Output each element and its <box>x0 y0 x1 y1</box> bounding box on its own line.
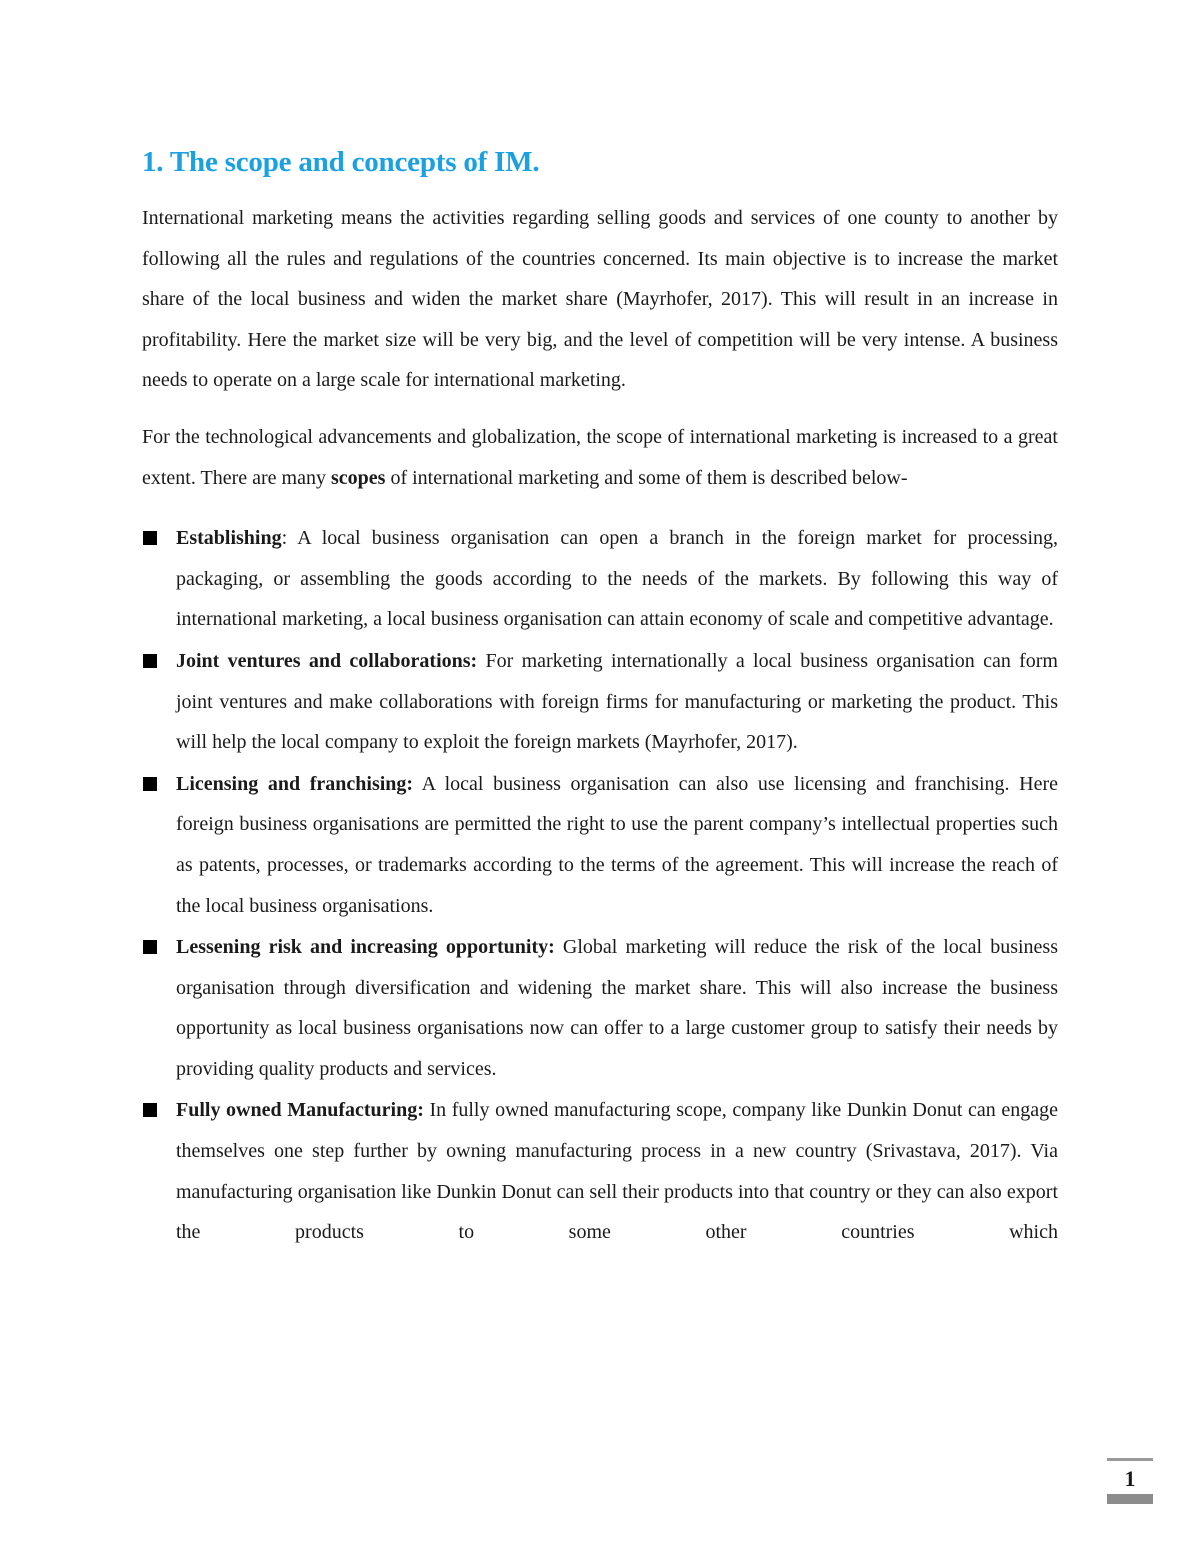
list-item-text: For marketing internationally a local business organisation can form joint ventures and make collaborations with foreign firms for manufacturing or marketing the product. This will help the local company to exploit the foreign markets (Mayrhofer, 2017). <box>176 649 1058 754</box>
square-bullet-icon <box>143 1103 157 1117</box>
section-heading: 1. The scope and concepts of IM. <box>142 146 540 178</box>
paragraph-scopes-intro <box>142 417 1058 498</box>
list-item-term: Licensing and franchising: <box>176 772 414 795</box>
list-item <box>142 518 1058 640</box>
list-item <box>142 764 1058 926</box>
square-bullet-icon <box>143 940 157 954</box>
page-number-rule <box>1107 1458 1153 1461</box>
page-content <box>142 140 1058 1254</box>
list-item-text: A local business organisation can also use licensing and franchising. Here foreign business organisations are permitted the right to use the parent company’s intellectual properties such as patents, processes, or trademarks according to the terms of the agreement. This will increase the reach of the local business organisations. <box>176 772 1058 917</box>
scope-list <box>142 518 1058 1253</box>
paragraph-scopes-bold: scopes <box>330 466 386 489</box>
list-item-text: In fully owned manufacturing scope, company like Dunkin Donut can engage themselves one step further by owning manufacturing process in a new country (Srivastava, 2017). Via manufacturing organisation like Dunkin Donut can sell their products into that country or they can also export the products to some other countries which <box>176 1099 1058 1244</box>
page-number-bar <box>1107 1494 1153 1504</box>
list-item <box>142 641 1058 763</box>
square-bullet-icon <box>143 531 157 545</box>
page-number-footer <box>1107 1458 1153 1506</box>
page-number: 1 <box>1124 1466 1136 1491</box>
paragraph-scopes-text-after: of international marketing and some of them is described below- <box>385 466 908 489</box>
square-bullet-icon <box>143 654 157 668</box>
list-item-term: Joint ventures and collaborations: <box>176 649 478 672</box>
list-item <box>142 927 1058 1089</box>
paragraph-intro: International marketing means the activities regarding selling goods and services of one county to another by following all the rules and regulations of the countries concerned. Its main objective is to increase the market share of the local business and widen the market share (Mayrhofer, 2017). This will result in an increase in profitability. Here the market size will be very big, and the level of competition will be very intense. A business needs to operate on a large scale for international marketing. <box>142 207 1058 392</box>
square-bullet-icon <box>143 777 157 791</box>
list-item-text: Global marketing will reduce the risk of the local business organisation through diversification and widening the market share. This will also increase the business opportunity as local business organisations now can offer to a large customer group to satisfy their needs by providing quality products and services. <box>176 936 1058 1080</box>
list-item-term: Lessening risk and increasing opportunity: <box>176 936 555 959</box>
list-item <box>142 1090 1058 1252</box>
paragraph-scopes-text-before: For the technological advancements and globalization, the scope of international marketing is increased to a great extent. There are many <box>142 425 1058 489</box>
list-item-term: Fully owned Manufacturing: <box>176 1099 424 1122</box>
list-item-term: Establishing <box>176 527 282 550</box>
list-item-text: : A local business organisation can open a branch in the foreign market for processing, packaging, or assembling the goods according to the needs of the markets. By following this way of international marketing, a local business organisation can attain economy of scale and competitive advantage. <box>176 527 1058 631</box>
